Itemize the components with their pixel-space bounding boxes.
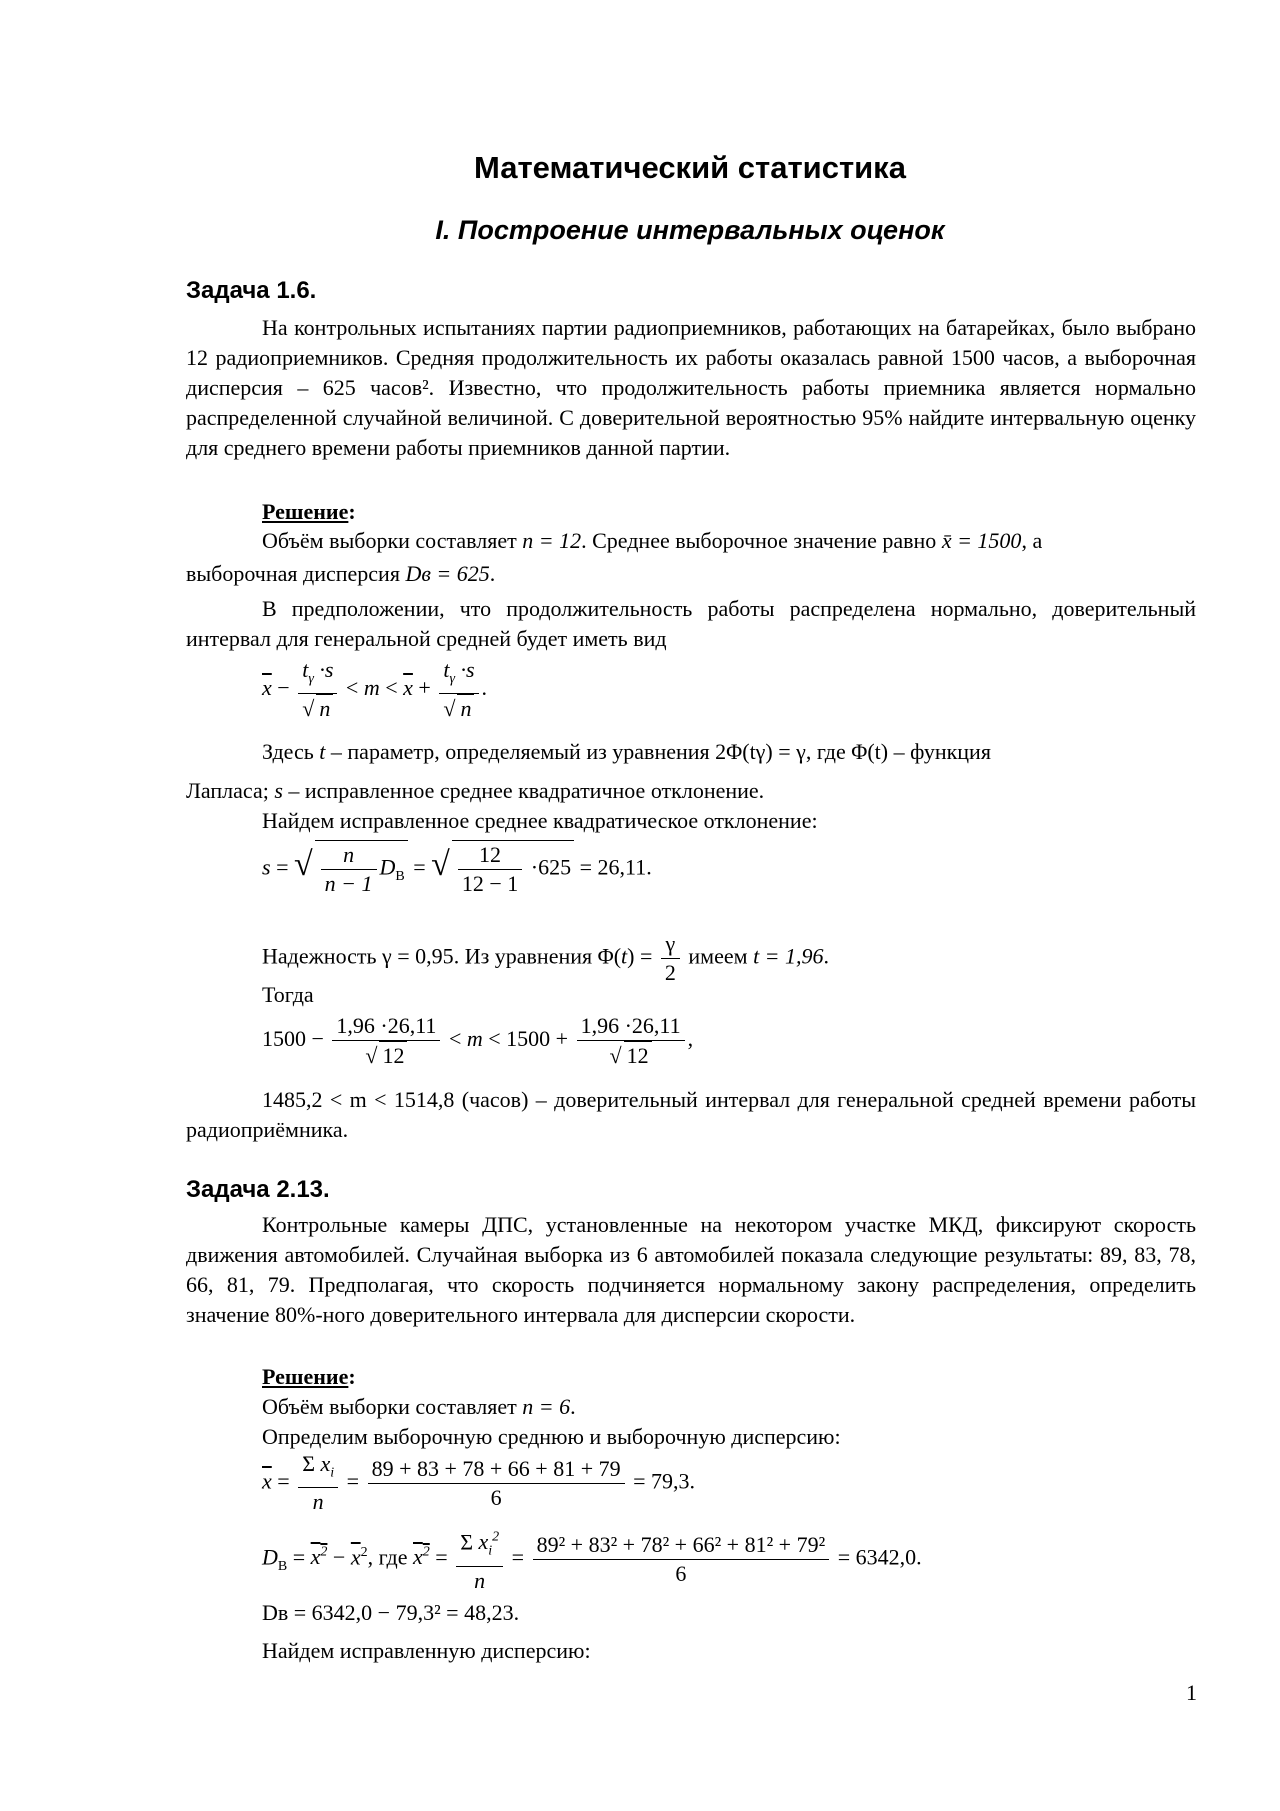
task2-problem-text: Контрольные камеры ДПС, установленные на некотором участке МКД, фиксируют скорость движения автомобилей. Случайная выборка из 6 автомобилей показала следующие результаты: 89, 83, 78, 66, 81, 79. Предполагая, что скорость подчиняется нормальному закону распределения, определить значение 80%-ного доверительного интервала для дисперсии скорости. <box>186 1212 1196 1327</box>
task1-problem-text <box>186 313 1196 463</box>
confidence-interval-formula: $\overline{x}$ − $t_\gamma \cdot s$ √ n < $m < \overline{x}$ + $t_\gamma \cdot s$ √ n . <box>262 656 487 723</box>
mean-expression: x̄ = 1500 <box>941 528 1022 553</box>
task2-define-line: Определим выборочную среднюю и выборочную дисперсию: <box>262 1424 841 1449</box>
task2-corrected-text: Найдем исправленную дисперсию: <box>262 1638 591 1663</box>
page-title: Математический статистика <box>474 150 906 185</box>
task1-solution-label: Решение: <box>262 499 356 524</box>
task2-variance-result: Dв = 6342,0 − 79,3² = 48,23. <box>262 1600 520 1625</box>
task2-sample-line: Объём выборки составляет n = 6. <box>262 1394 576 1419</box>
section-subtitle: I. Построение интервальных оценок <box>435 215 945 245</box>
task1-then-label: Тогда <box>262 982 314 1007</box>
page-number: 1 <box>1186 1680 1197 1705</box>
task1-calc-formula: 1500 − 1,96 ·26,11 √ 12 < m < 1500 + 1,96 ·26,11 √ 12 , <box>262 1012 693 1070</box>
task1-sample-line: Объём выборки составляет n = 12. Среднее выборочное значение равно x̄ = 1500, а <box>262 528 1043 553</box>
task1-laplace-line: Лапласа; s – исправленное среднее квадратичное отклонение. <box>186 778 765 803</box>
task-heading-1-6: Задача 1.6. <box>186 277 317 304</box>
laplace-equation: 2Φ(tγ) = γ <box>715 739 806 764</box>
task2-solution-label: Решение: <box>262 1364 356 1389</box>
task1-result: 1485,2 < m < 1514,8 (часов) – доверительный интервал для генеральной средней времени работы радиоприёмника. <box>186 1087 1197 1142</box>
task-heading-2-13: Задача 2.13. <box>186 1176 330 1203</box>
task1-variance-line: выборочная дисперсия Dв = 625. <box>186 561 496 586</box>
task1-find-s-line: Найдем исправленное среднее квадратическое отклонение: <box>262 808 818 833</box>
task1-here-line: Здесь t – параметр, определяемый из уравнения 2Φ(tγ) = γ, где Φ(t) – функция <box>262 739 991 764</box>
result-interval: 1485,2 < m < 1514,8 <box>262 1087 455 1112</box>
n-expression: n = 12 <box>522 528 582 553</box>
task1-assumption-text: В предположении, что продолжительность работы распределена нормально, доверительный интервал для генеральной средней будет иметь вид <box>186 596 1196 651</box>
task2-variance-formula: $D_В = x^2 - \overline{x}^2$, где $x^2$ = $\frac{\Sigma x_i^2}{n}$ = $\frac{\text{89² + 83² + 78² + 66² + 81² + 79²}}{6}$ = 6342,0. <box>262 1524 922 1595</box>
corrected-std-formula: s = √ $\frac{n}{n - 1}$ $D_В$ = √ $\frac{12}{12 - 1}$ ·625 = 26,11. <box>262 840 652 898</box>
task2-mean-formula: $\overline{x}$ = $\frac{\Sigma x_i}{n}$ = $\frac{89 + 83 + 78 + 66 + 81 + 79}{6}$ = 79,3. <box>262 1451 696 1515</box>
task1-reliability-line: Надежность γ = 0,95. Из уравнения Φ(t) = $\frac{\gamma}{2}$ имеем t = 1,96. <box>262 931 830 985</box>
task1-problem-body: На контрольных испытаниях партии радиоприемников, работающих на батарейках, было выбрано 12 радиоприемников. Средняя продолжительность их работы оказалась равной 1500 часов, а выборочная дисперсия – 625 часов². Известно, что продолжительность работы приемника является нормально распределенной случайной величиной. С доверительной вероятностью 95% найдите интервальную оценку для среднего времени работы приемников данной партии. <box>186 315 1196 460</box>
variance-expression: Dв = 625 <box>405 561 490 586</box>
